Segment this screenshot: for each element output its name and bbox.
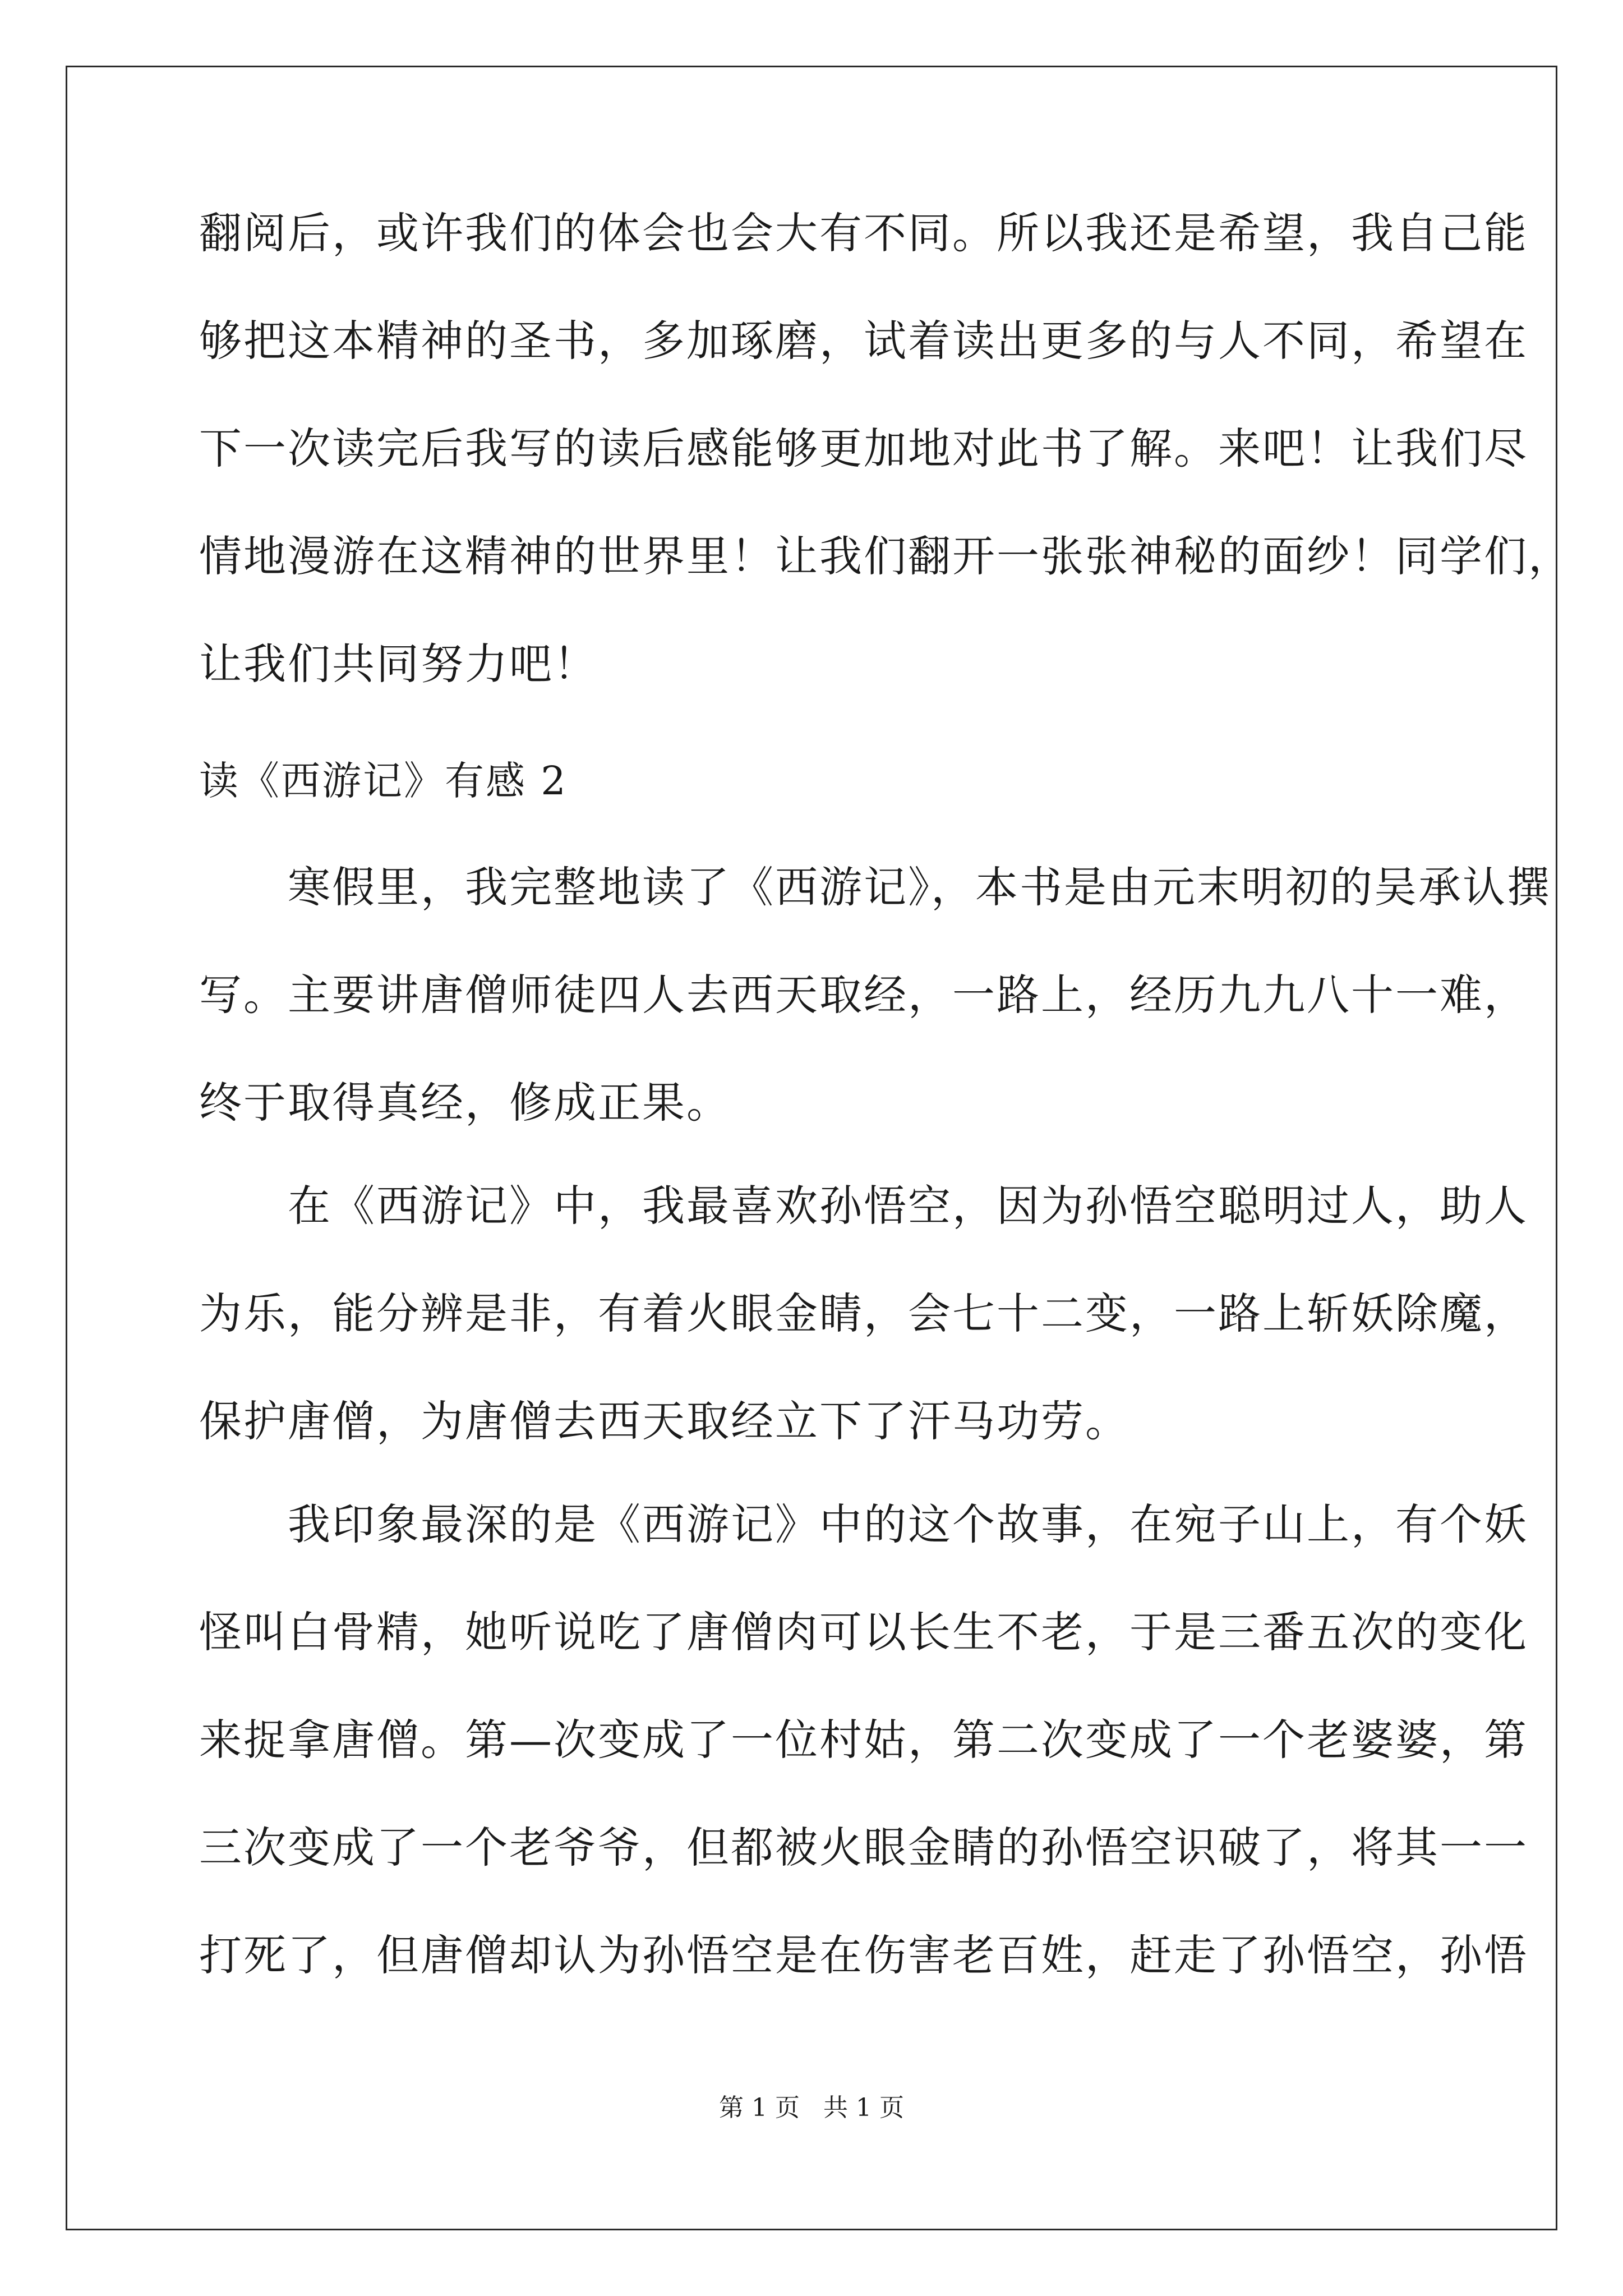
text-line: 三次变成了一个老爷爷，但都被火眼金睛的孙悟空识破了，将其一一 bbox=[199, 1823, 1528, 1872]
text-line: 让我们共同努力吧！ bbox=[199, 639, 598, 689]
text-line: 情地漫游在这精神的世界里！让我们翻开一张张神秘的面纱！同学们， bbox=[199, 531, 1573, 581]
text-line: 来捉拿唐僧。第—次变成了一位村姑，第二次变成了一个老婆婆，第 bbox=[199, 1715, 1528, 1765]
text-line: 我印象最深的是《西游记》中的这个故事，在宛子山上，有个妖 bbox=[199, 1499, 1528, 1549]
text-line: 翻阅后，或许我们的体会也会大有不同。所以我还是希望，我自己能 bbox=[199, 208, 1528, 258]
text-line: 寒假里，我完整地读了《西游记》，本书是由元末明初的吴承认撰 bbox=[199, 862, 1551, 912]
text-line: 打死了，但唐僧却认为孙悟空是在伤害老百姓，赶走了孙悟空，孙悟 bbox=[199, 1930, 1528, 1980]
paragraph-2 bbox=[199, 1179, 1528, 1448]
section-title: 读《西游记》有感 2 bbox=[199, 758, 568, 804]
text-line: 怪叫白骨精，她听说吃了唐僧肉可以长生不老，于是三番五次的变化 bbox=[199, 1607, 1528, 1657]
text-line: 为乐，能分辨是非，有着火眼金睛，会七十二变，一路上斩妖除魔， bbox=[199, 1289, 1528, 1338]
text-line: 保护唐僧，为唐僧去西天取经立下了汗马功劳。 bbox=[199, 1396, 1129, 1446]
page-footer: 第 1 页 共 1 页 bbox=[719, 2093, 904, 2122]
text-line: 在《西游记》中，我最喜欢孙悟空，因为孙悟空聪明过人，助人 bbox=[199, 1181, 1528, 1231]
text-line: 下一次读完后我写的读后感能够更加地对此书了解。来吧！让我们尽 bbox=[199, 424, 1528, 473]
text-line: 写。主要讲唐僧师徒四人去西天取经，一路上，经历九九八十一难， bbox=[199, 970, 1528, 1020]
intro-text bbox=[199, 206, 1573, 691]
text-line: 终于取得真经，修成正果。 bbox=[199, 1078, 731, 1128]
paragraph-3 bbox=[199, 1498, 1528, 1982]
text-line: 够把这本精神的圣书，多加琢磨，试着读出更多的与人不同，希望在 bbox=[199, 316, 1528, 366]
paragraph-1 bbox=[199, 861, 1551, 1130]
